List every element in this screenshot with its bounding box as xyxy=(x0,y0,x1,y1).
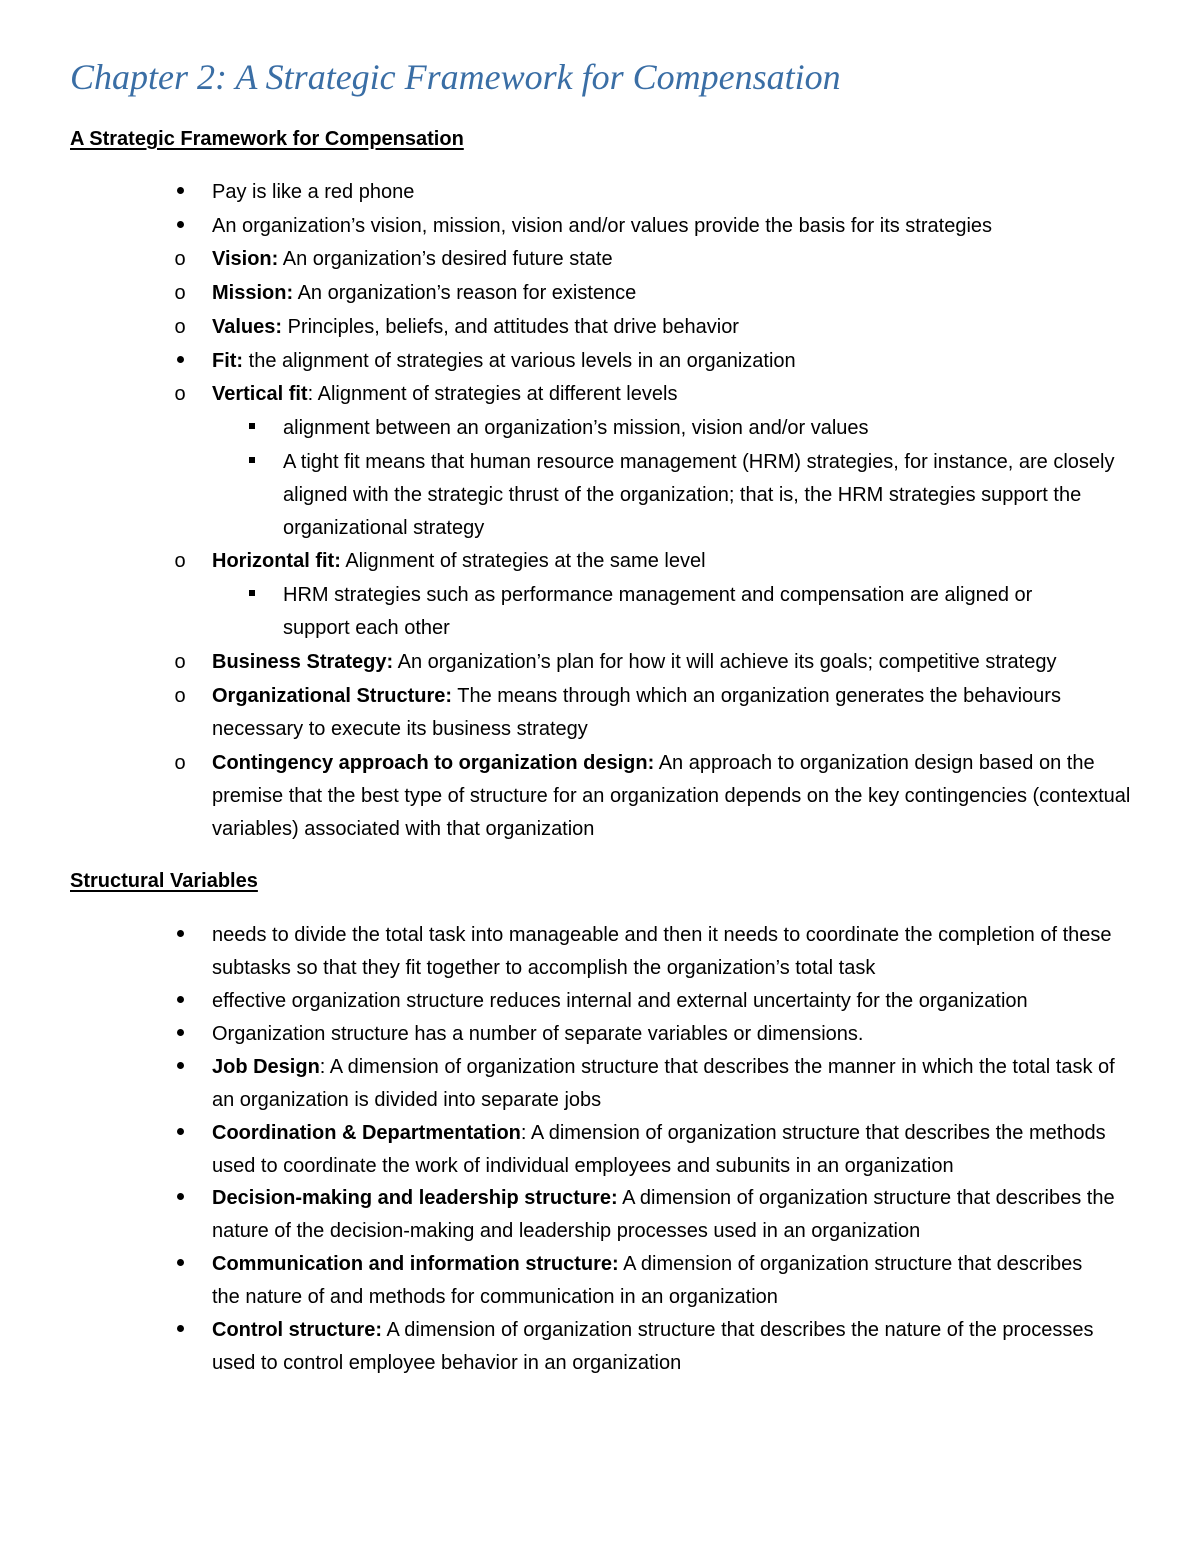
list-item: Job Design: A dimension of organization structure that describes the manner in which the total task of an organization is divided into separate jobs xyxy=(212,1056,1115,1111)
bullet-disc xyxy=(170,176,190,209)
list-item: alignment between an organization’s mission, vision and/or values xyxy=(283,417,869,439)
list-item: Control structure: A dimension of organization structure that describes the nature of the processes used to control employee behavior in an organization xyxy=(212,1319,1094,1374)
list-item: Decision-making and leadership structure: A dimension of organization structure that describes the nature of the decision-making and leadership processes used in an organization xyxy=(212,1187,1115,1242)
list-item: Business Strategy: An organization’s plan for how it will achieve its goals; competitive strategy xyxy=(212,651,1057,673)
page-title: Chapter 2: A Strategic Framework for Compensation xyxy=(70,57,841,97)
bullet-disc xyxy=(170,1314,190,1347)
list-item: Mission: An organization’s reason for existence xyxy=(212,282,637,304)
bullet-disc xyxy=(170,1117,190,1150)
list-item: needs to divide the total task into manageable and then it needs to coordinate the completion of these subtasks so that they fit together to accomplish the organization’s total task xyxy=(212,924,1112,979)
bullet-circle: o xyxy=(174,282,186,304)
bullet-square xyxy=(242,579,262,612)
list-item: Organization structure has a number of separate variables or dimensions. xyxy=(212,1023,864,1045)
bullet-square xyxy=(242,412,262,445)
list-item: Organizational Structure: The means through which an organization generates the behaviours necessary to execute its business strategy xyxy=(212,685,1061,740)
bullet-disc xyxy=(170,1182,190,1215)
bullet-circle: o xyxy=(174,651,186,673)
list-item: Pay is like a red phone xyxy=(212,181,415,203)
list-item: Vertical fit: Alignment of strategies at different levels xyxy=(212,383,678,405)
bullet-square xyxy=(242,446,262,479)
list-item: Values: Principles, beliefs, and attitudes that drive behavior xyxy=(212,316,739,338)
bullet-circle: o xyxy=(174,685,186,707)
list-item: Vision: An organization’s desired future state xyxy=(212,248,613,270)
bullet-disc xyxy=(170,1248,190,1281)
list-item: Communication and information structure: A dimension of organization structure that describes the nature of and methods for communication in an organization xyxy=(212,1253,1083,1308)
bullet-disc xyxy=(170,210,190,243)
bullet-circle: o xyxy=(174,550,186,572)
list-item: Contingency approach to organization design: An approach to organization design based on the premise that the best type of structure for an organization depends on the key contingencies (contextual variables) associated with that organization xyxy=(212,752,1131,840)
list-item: Horizontal fit: Alignment of strategies at the same level xyxy=(212,550,706,572)
bullet-disc xyxy=(170,985,190,1018)
bullet-disc xyxy=(170,345,190,378)
bullet-disc xyxy=(170,919,190,952)
list-item: effective organization structure reduces internal and external uncertainty for the organization xyxy=(212,990,1028,1012)
list-item: Coordination & Departmentation: A dimension of organization structure that describes the methods used to coordinate the work of individual employees and subunits in an organization xyxy=(212,1122,1106,1177)
bullet-circle: o xyxy=(174,383,186,405)
bullet-circle: o xyxy=(174,752,186,774)
bullet-disc xyxy=(170,1018,190,1051)
list-item: HRM strategies such as performance management and compensation are aligned or support each other xyxy=(283,584,1033,639)
section-heading-structural-variables: Structural Variables xyxy=(70,870,258,892)
list-item: A tight fit means that human resource management (HRM) strategies, for instance, are closely aligned with the strategic thrust of the organization; that is, the HRM strategies support the organizational strategy xyxy=(283,451,1115,539)
list-item: An organization’s vision, mission, vision and/or values provide the basis for its strategies xyxy=(212,215,993,237)
list-item: Fit: the alignment of strategies at various levels in an organization xyxy=(212,350,796,372)
section-heading-framework: A Strategic Framework for Compensation xyxy=(70,128,464,150)
bullet-circle: o xyxy=(174,316,186,338)
bullet-disc xyxy=(170,1051,190,1084)
bullet-circle: o xyxy=(174,248,186,270)
